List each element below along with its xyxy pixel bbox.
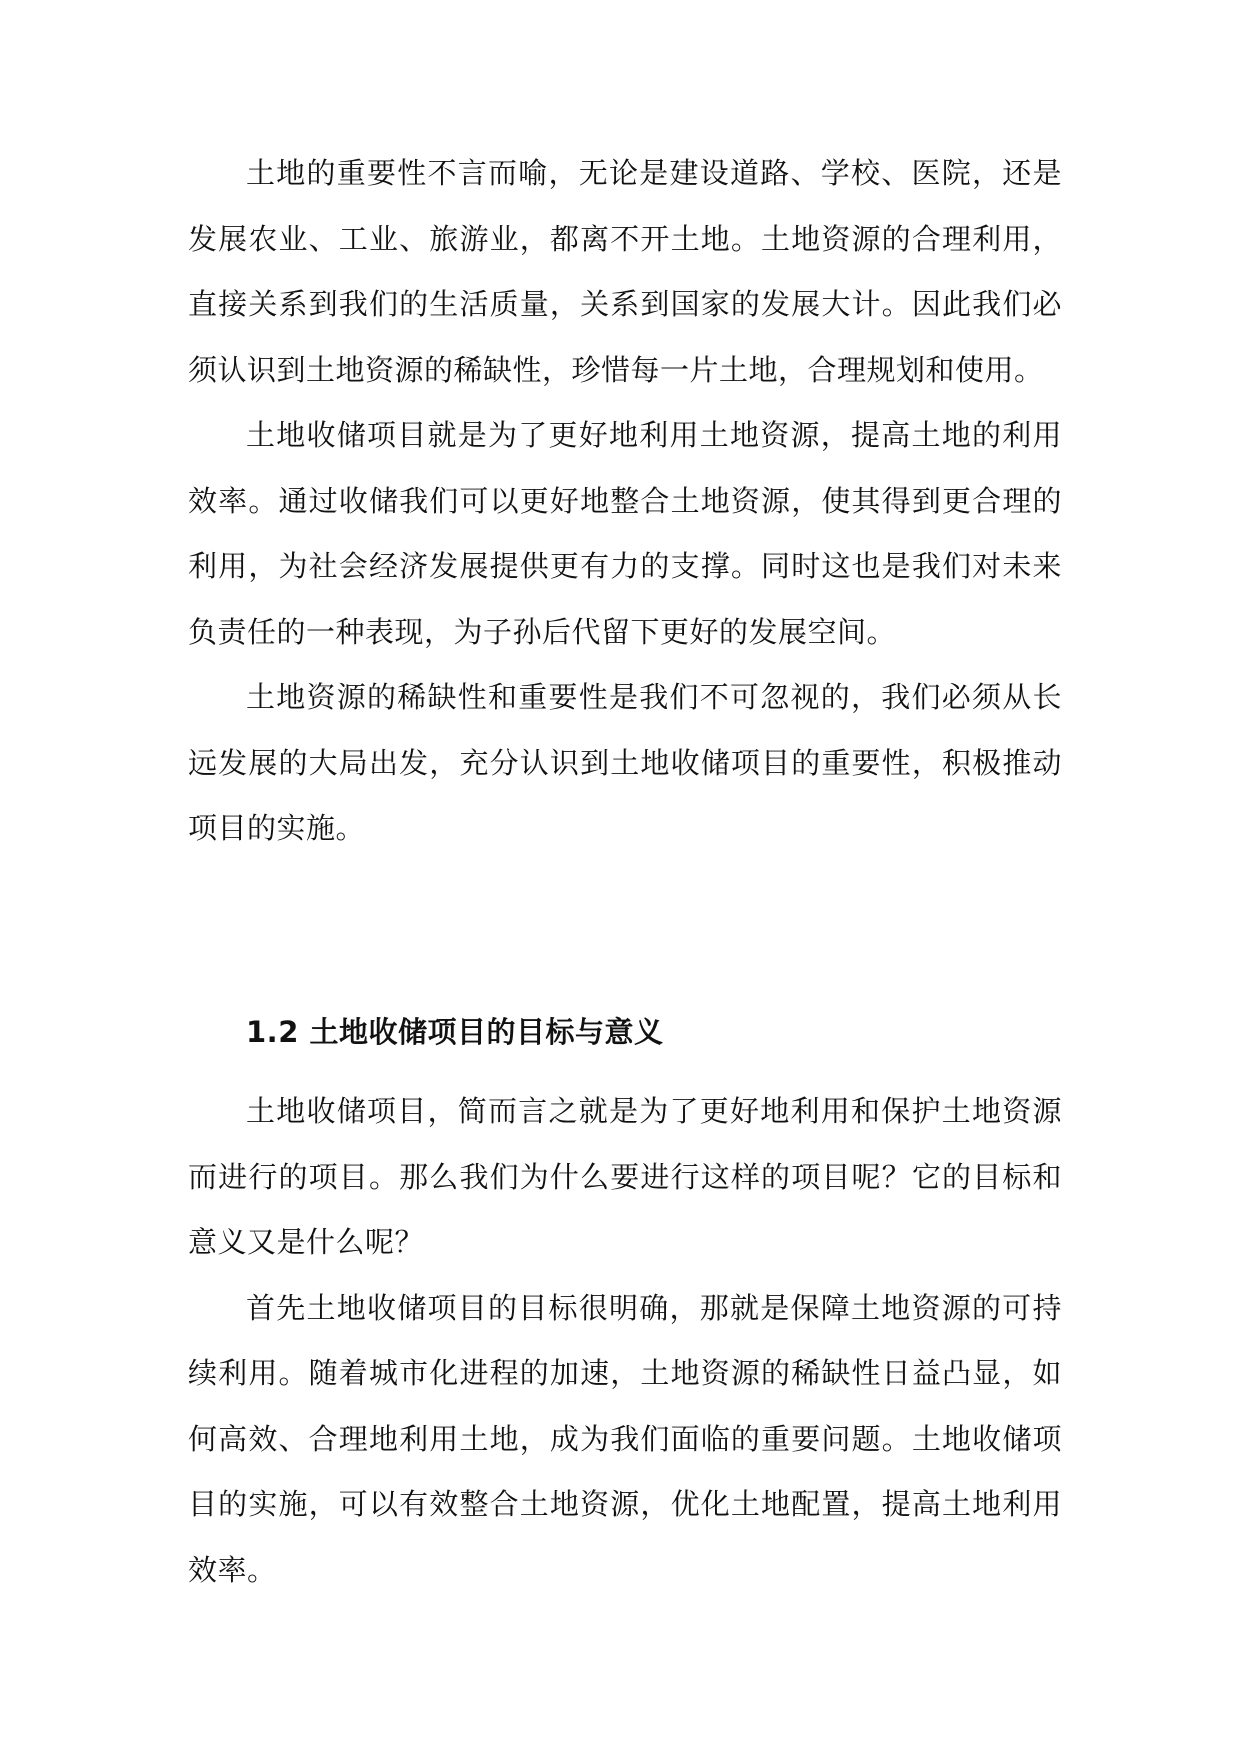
paragraph-project-goal: 首先土地收储项目的目标很明确，那就是保障土地资源的可持续利用。随着城市化进程的加速，土地资源的稀缺性日益凸显，如何高效、合理地利用土地，成为我们面临的重要问题。土地收储项目的实施，可以有效整合土地资源，优化土地配置，提高土地利用效率。 <box>188 1290 1062 1587</box>
paragraph-land-importance: 土地的重要性不言而喻，无论是建设道路、学校、医院，还是发展农业、工业、旅游业，都离不开土地。土地资源的合理利用，直接关系到我们的生活质量，关系到国家的发展大计。因此我们必须认识到土地资源的稀缺性，珍惜每一片土地，合理规划和使用。 <box>188 156 1062 387</box>
paragraph-land-scarcity: 土地资源的稀缺性和重要性是我们不可忽视的，我们必须从长远发展的大局出发，充分认识到土地收储项目的重要性，积极推动项目的实施。 <box>188 680 1062 845</box>
section-heading: 1.2 土地收储项目的目标与意义 <box>246 1015 664 1049</box>
paragraph-project-definition: 土地收储项目，简而言之就是为了更好地利用和保护土地资源而进行的项目。那么我们为什么要进行这样的项目呢？它的目标和意义又是什么呢？ <box>188 1094 1062 1259</box>
paragraph-land-reserve-purpose: 土地收储项目就是为了更好地利用土地资源，提高土地的利用效率。通过收储我们可以更好地整合土地资源，使其得到更合理的利用，为社会经济发展提供更有力的支撑。同时这也是我们对未来负责任的一种表现，为子孙后代留下更好的发展空间。 <box>188 418 1062 649</box>
section-a-body <box>188 141 1062 862</box>
section-b-body <box>188 1079 1062 1603</box>
